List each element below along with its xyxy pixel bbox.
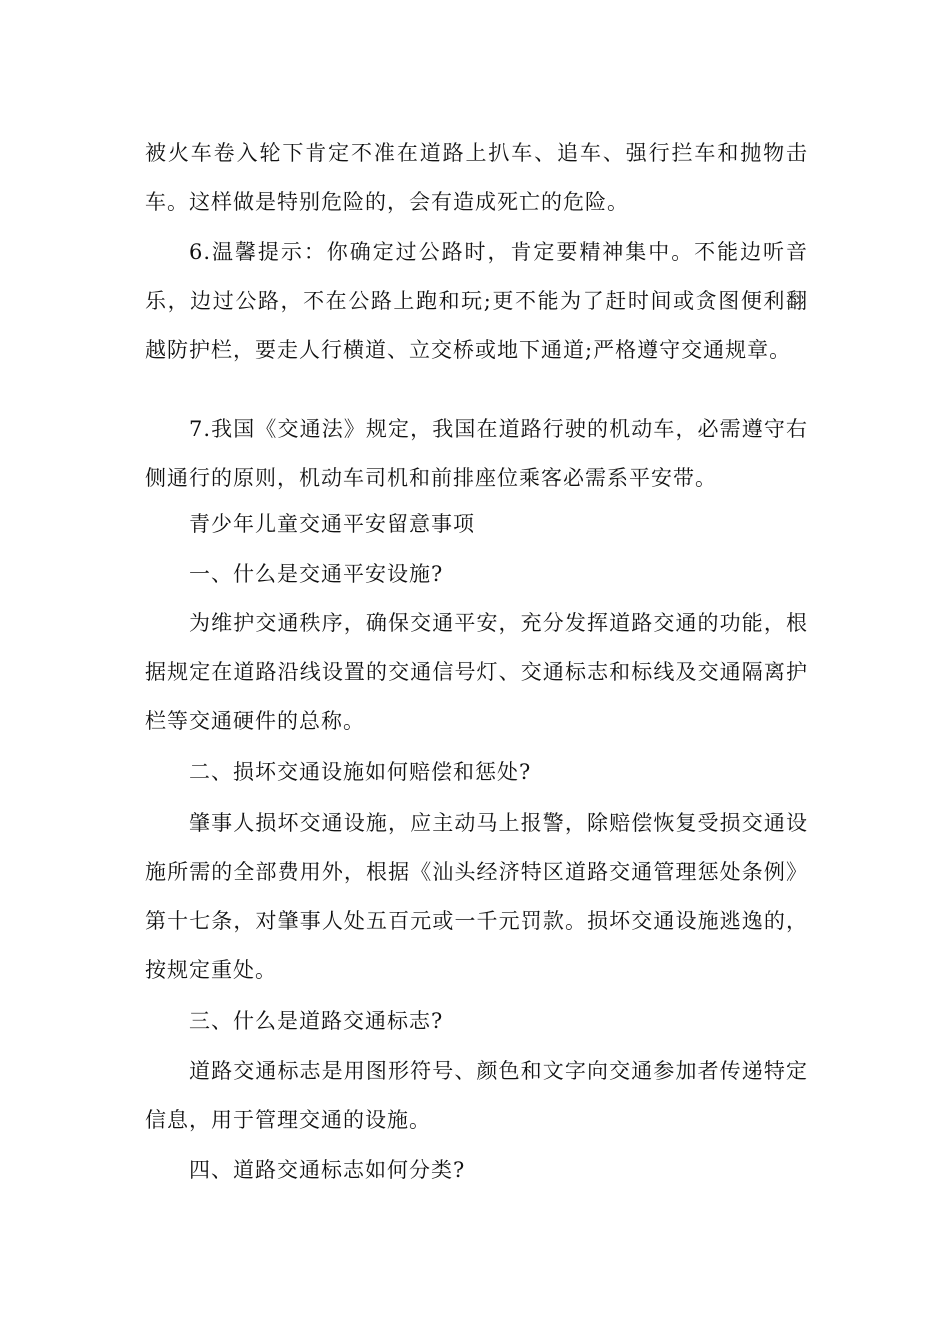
paragraph-law-7: 7.我国《交通法》规定，我国在道路行驶的机动车，必需遵守右侧通行的原则，机动车司机和前排座位乘客必需系平安带。: [145, 417, 808, 490]
answer-paragraph-1: 为维护交通秩序，确保交通平安，充分发挥道路交通的功能，根据规定在道路沿线设置的交通信号灯、交通标志和标线及交通隔离护栏等交通硬件的总称。: [145, 611, 808, 733]
question-heading-2: 二、损坏交通设施如何赔偿和惩处?: [189, 760, 532, 784]
section-heading: 青少年儿童交通平安留意事项: [189, 512, 475, 536]
answer-paragraph-3: 道路交通标志是用图形符号、颜色和文字向交通参加者传递特定信息，用于管理交通的设施。: [145, 1059, 808, 1132]
question-heading-4: 四、道路交通标志如何分类?: [189, 1158, 466, 1182]
question-heading-1: 一、什么是交通平安设施?: [189, 562, 444, 586]
answer-paragraph-2: 肇事人损坏交通设施，应主动马上报警，除赔偿恢复受损交通设施所需的全部费用外，根据《汕头经济特区道路交通管理惩处条例》第十七条，对肇事人处五百元或一千元罚款。损坏交通设施逃逸的，按规定重处。: [145, 811, 808, 982]
question-heading-3: 三、什么是道路交通标志?: [189, 1009, 444, 1033]
paragraph-tip-6: 6.温馨提示：你确定过公路时，肯定要精神集中。不能边听音乐，边过公路，不在公路上跑和玩;更不能为了赶时间或贪图便利翻越防护栏，要走人行横道、立交桥或地下通道;严格遵守交通规章。: [145, 240, 808, 362]
paragraph-continuation: 被火车卷入轮下肯定不准在道路上扒车、追车、强行拦车和抛物击车。这样做是特别危险的，会有造成死亡的危险。: [145, 141, 808, 214]
